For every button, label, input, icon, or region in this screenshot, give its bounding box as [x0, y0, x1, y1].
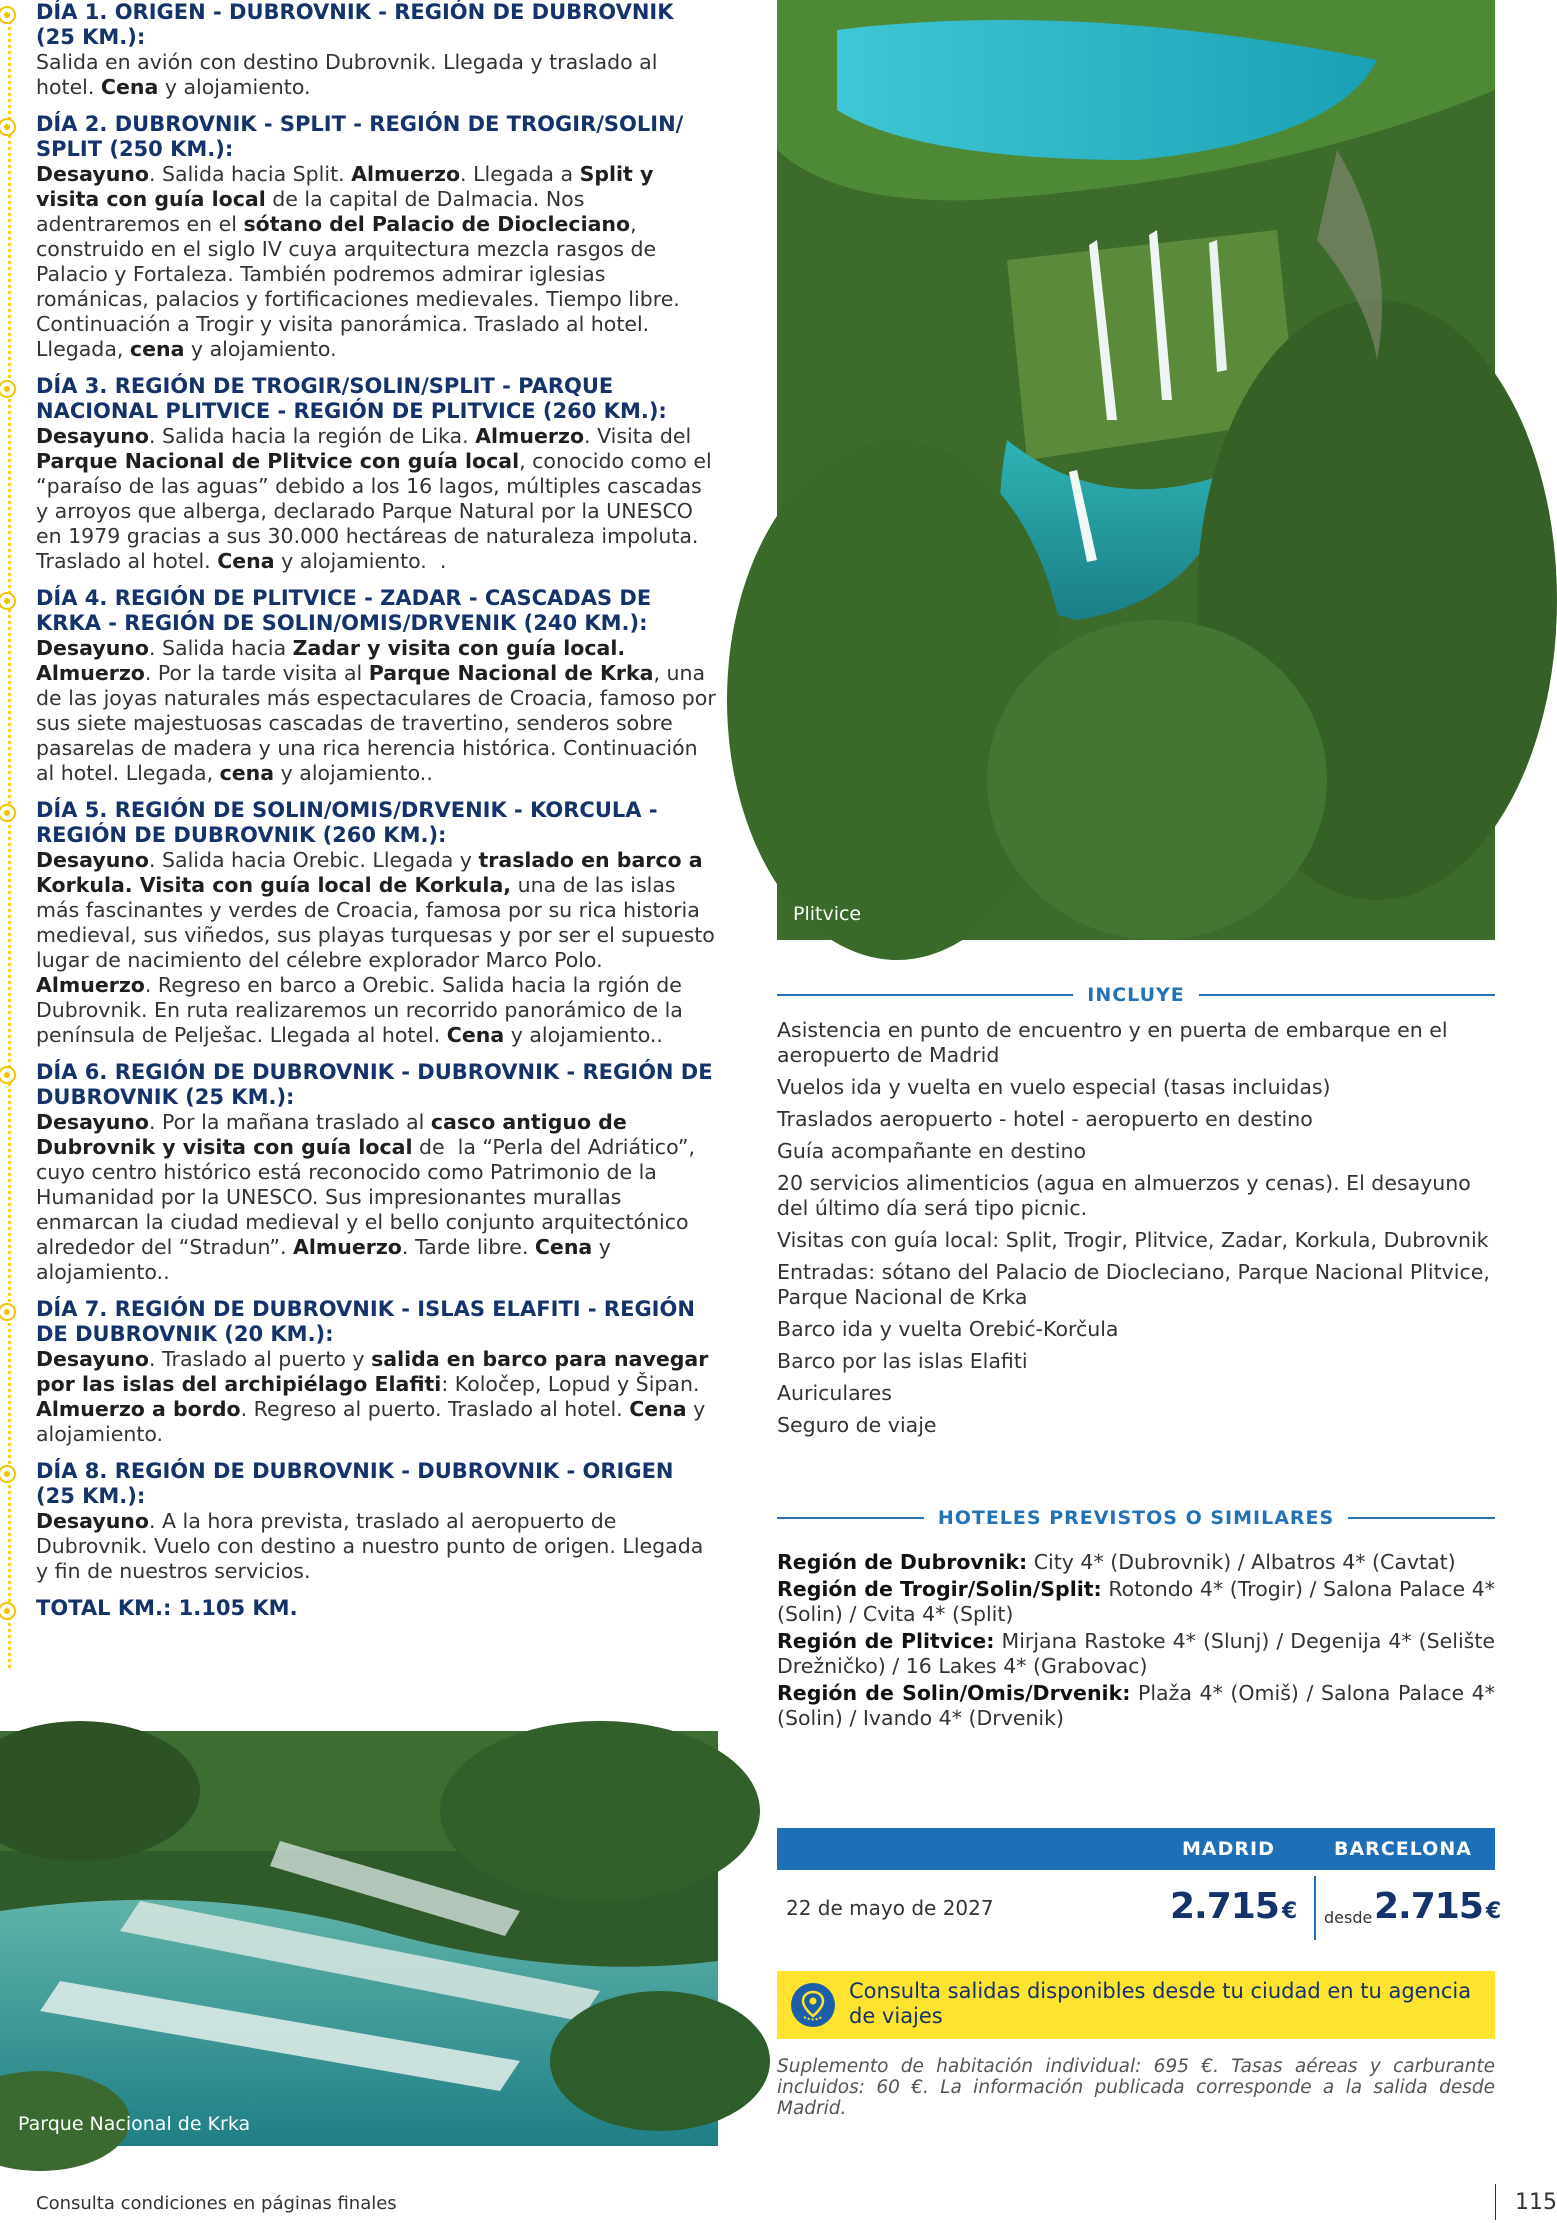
day-title: DÍA 5. REGIÓN DE SOLIN/OMIS/DRVENIK - KORCULA - REGIÓN DE DUBROVNIK (260 KM.): — [36, 798, 658, 847]
includes-item: Barco por las islas Elafiti — [777, 1349, 1028, 1373]
day-title: DÍA 3. REGIÓN DE TROGIR/SOLIN/SPLIT - PARQUE NACIONAL PLITVICE - REGIÓN DE PLITVICE (260 KM.): — [36, 374, 667, 423]
day-description: Desayuno. A la hora prevista, traslado al aeropuerto de Dubrovnik. Vuelo con destino a nuestro punto de origen. Llegada y fin de nuestros servicios. — [36, 1509, 704, 1583]
col-madrid: MADRID — [1182, 1838, 1275, 1860]
col-barcelona: BARCELONA — [1334, 1838, 1472, 1860]
itinerary-day — [36, 1060, 716, 1285]
includes-item: Asistencia en punto de encuentro y en puerta de embarque en el aeropuerto de Madrid — [777, 1018, 1448, 1067]
hotel-region — [777, 1629, 1495, 1679]
hotel-region — [777, 1550, 1495, 1575]
timeline-bullet-icon — [0, 1602, 16, 1620]
hotel-region-name: Región de Dubrovnik: — [777, 1550, 1028, 1574]
itinerary-day — [36, 374, 716, 574]
timeline-bullet-icon — [0, 1465, 16, 1483]
day-description: Desayuno. Salida hacia Zadar y visita con guía local. Almuerzo. Por la tarde visita al Parque Nacional de Krka, una de las joyas naturales más espectaculares de Croacia, famoso por sus siete majestuosas cascadas de travertino, senderos sobre pasarelas de madera y una rica herencia histórica. Continuación al hotel. Llegada, cena y alojamiento.. — [36, 636, 716, 785]
day-description: Desayuno. Traslado al puerto y salida en barco para navegar por las islas del archipiélago Elafiti: Koločep, Lopud y Šipan. Almuerzo a bordo. Regreso al puerto. Traslado al hotel. Cena y alojamiento. — [36, 1347, 709, 1446]
timeline-dotted-line — [8, 8, 11, 1668]
day-description: Desayuno. Por la mañana traslado al casco antiguo de Dubrovnik y visita con guía local de la “Perla del Adriático”, cuyo centro histórico está reconocido como Patrimonio de la Humanidad por la UNESCO. Sus impresionantes murallas enmarcan la ciudad medieval y el bello conjunto arquitectónico alrededor del “Stradun”. Almuerzo. Tarde libre. Cena y alojamiento.. — [36, 1110, 696, 1284]
price-barcelona: 2.715 € — [1374, 1886, 1501, 1927]
includes-item: Entradas: sótano del Palacio de Diocleciano, Parque Nacional Plitvice, Parque Nacional de Krka — [777, 1260, 1490, 1309]
price-madrid: 2.715 € — [1170, 1886, 1297, 1927]
includes-item: Barco ida y vuelta Orebić-Korčula — [777, 1317, 1119, 1341]
itinerary-day — [36, 1297, 716, 1447]
total-km: TOTAL KM.: 1.105 KM. — [36, 1596, 716, 1621]
hotel-region-name: Región de Plitvice: — [777, 1629, 995, 1653]
itinerary-day — [36, 1459, 716, 1584]
includes-item: 20 servicios alimenticios (agua en almuerzos y cenas). El desayuno del último día será tipo picnic. — [777, 1171, 1471, 1220]
consulta-text: Consulta salidas disponibles desde tu ciudad en tu agencia de viajes — [849, 1979, 1472, 2028]
includes-item: Traslados aeropuerto - hotel - aeropuerto en destino — [777, 1107, 1313, 1131]
day-description: Desayuno. Salida hacia la región de Lika. Almuerzo. Visita del Parque Nacional de Plitvice con guía local, conocido como el “paraíso de las aguas” debido a los 16 lagos, múltiples cascadas y arroyos que alberga, declarado Parque Natural por la UNESCO en 1979 gracias a sus 30.000 hectáreas de naturaleza impoluta. Traslado al hotel. Cena y alojamiento. . — [36, 424, 712, 573]
hotel-region-name: Región de Solin/Omis/Drvenik: — [777, 1681, 1131, 1705]
hotel-region-name: Región de Trogir/Solin/Split: — [777, 1577, 1102, 1601]
krka-caption: Parque Nacional de Krka — [18, 2113, 251, 2135]
day-title: DÍA 2. DUBROVNIK - SPLIT - REGIÓN DE TROGIR/SOLIN/ SPLIT (250 KM.): — [36, 112, 684, 161]
itinerary — [36, 0, 716, 1621]
day-title: DÍA 6. REGIÓN DE DUBROVNIK - DUBROVNIK - REGIÓN DE DUBROVNIK (25 KM.): — [36, 1060, 713, 1109]
day-title: DÍA 8. REGIÓN DE DUBROVNIK - DUBROVNIK - ORIGEN (25 KM.): — [36, 1459, 674, 1508]
includes-heading: INCLUYE — [777, 980, 1495, 1010]
includes-item: Seguro de viaje — [777, 1413, 937, 1437]
timeline-bullet-icon — [0, 6, 16, 24]
day-title: DÍA 4. REGIÓN DE PLITVICE - ZADAR - CASCADAS DE KRKA - REGIÓN DE SOLIN/OMIS/DRVENIK (240 KM.): — [36, 586, 652, 635]
hotels-list — [777, 1550, 1495, 1733]
price-row — [777, 1870, 1501, 1942]
timeline-bullet-icon — [0, 592, 16, 610]
includes-item: Guía acompañante en destino — [777, 1139, 1086, 1163]
timeline-bullet-icon — [0, 804, 16, 822]
page-number: 115 — [1515, 2190, 1557, 2215]
day-title: DÍA 7. REGIÓN DE DUBROVNIK - ISLAS ELAFITI - REGIÓN DE DUBROVNIK (20 KM.): — [36, 1297, 695, 1346]
includes-list — [777, 1018, 1495, 1445]
timeline-bullet-icon — [0, 118, 16, 136]
includes-item: Vuelos ida y vuelta en vuelo especial (tasas incluidas) — [777, 1075, 1331, 1099]
krka-photo — [0, 1731, 718, 2146]
timeline-bullet-icon — [0, 1066, 16, 1084]
hotel-region — [777, 1577, 1495, 1627]
hotel-names: Plaža 4* (Omiš) / Salona Palace 4* (Solin) / Ivando 4* (Drvenik) — [777, 1681, 1495, 1730]
suplemento-note: Suplemento de habitación individual: 695 €. Tasas aéreas y carburante incluidos: 60 €. La información publicada corresponde a la salida desde Madrid. — [777, 2056, 1495, 2119]
itinerary-day — [36, 0, 716, 100]
hotel-names: Rotondo 4* (Trogir) / Salona Palace 4* (Solin) / Cvita 4* (Split) — [777, 1577, 1495, 1626]
departure-date: 22 de mayo de 2027 — [786, 1896, 994, 1920]
itinerary-days — [36, 0, 716, 1584]
footer-divider — [1495, 2184, 1496, 2220]
desde-label: desde — [1324, 1908, 1373, 1927]
day-description: Salida en avión con destino Dubrovnik. Llegada y traslado al hotel. Cena y alojamiento. — [36, 50, 658, 99]
footer-note: Consulta condiciones en páginas finales — [36, 2193, 397, 2214]
itinerary-day — [36, 112, 716, 362]
timeline-bullet-icon — [0, 380, 16, 398]
day-description: Desayuno. Salida hacia Orebic. Llegada y traslado en barco a Korkula. Visita con guía local de Korkula, una de las islas más fascinantes y verdes de Croacia, famosa por su rica historia medieval, sus viñedos, sus playas turquesas y por ser el supuesto lugar de nacimiento del célebre explorador Marco Polo. Almuerzo. Regreso en barco a Orebic. Salida hacia la rgión de Dubrovnik. En ruta realizaremos un recorrido panorámico de la península de Pelješac. Llegada al hotel. Cena y alojamiento.. — [36, 848, 715, 1047]
hotel-names: Mirjana Rastoke 4* (Slunj) / Degenija 4* (Selište Drežničko) / 16 Lakes 4* (Grabovac) — [777, 1629, 1495, 1678]
day-title: DÍA 1. ORIGEN - DUBROVNIK - REGIÓN DE DUBROVNIK (25 KM.): — [36, 0, 674, 49]
consulta-banner — [777, 1971, 1495, 2039]
includes-item: Auriculares — [777, 1381, 892, 1405]
location-pin-icon — [791, 1983, 835, 2027]
hotel-names: City 4* (Dubrovnik) / Albatros 4* (Cavtat) — [1027, 1550, 1456, 1574]
day-description: Desayuno. Salida hacia Split. Almuerzo. Llegada a Split y visita con guía local de la capital de Dalmacia. Nos adentraremos en el sótano del Palacio de Diocleciano, construido en el siglo IV cuya arquitectura mezcla rasgos de Palacio y Fortaleza. También podremos admirar iglesias románicas, palacios y fortificaciones medievales. Tiempo libre. Continuación a Trogir y visita panorámica. Traslado al hotel. Llegada, cena y alojamiento. — [36, 162, 680, 361]
price-table-header — [777, 1828, 1495, 1870]
hotel-region — [777, 1681, 1495, 1731]
includes-item: Visitas con guía local: Split, Trogir, Plitvice, Zadar, Korkula, Dubrovnik — [777, 1228, 1489, 1252]
timeline-bullet-icon — [0, 1303, 16, 1321]
plitvice-photo — [777, 0, 1495, 940]
itinerary-day — [36, 586, 716, 786]
hotels-heading: HOTELES PREVISTOS O SIMILARES — [777, 1503, 1495, 1533]
plitvice-caption: Plitvice — [793, 903, 862, 925]
itinerary-day — [36, 798, 716, 1048]
price-separator — [1314, 1876, 1316, 1940]
